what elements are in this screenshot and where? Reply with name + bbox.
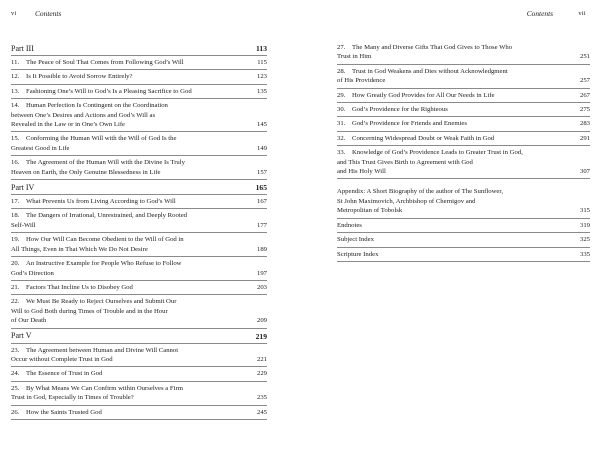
entry-line xyxy=(337,197,568,206)
entry-line xyxy=(337,206,568,215)
chapter-number: 12. xyxy=(11,73,20,81)
entry-title-line: Appendix: A Short Biography of the author of The Sunflower, xyxy=(337,188,504,196)
entry-line xyxy=(337,91,568,100)
entry-title-line: Factors That Incline Us to Disobey God xyxy=(26,283,133,291)
chapter-number: 19. xyxy=(11,236,20,244)
entry-title-line: Subject Index xyxy=(337,236,374,244)
entry-line xyxy=(11,408,245,417)
entry-line xyxy=(11,393,245,402)
chapter-number: 22. xyxy=(11,298,20,306)
entry-title-line: All Things, Even in That Which We Do Not Desire xyxy=(11,245,148,253)
entry-line xyxy=(11,307,245,316)
entry-line xyxy=(11,269,245,278)
toc-chapter-entry[interactable] xyxy=(11,281,267,295)
toc-chapter-entry[interactable] xyxy=(337,89,590,103)
toc-chapter-entry[interactable] xyxy=(11,156,267,180)
chapter-number: 29. xyxy=(337,91,346,99)
page-number: 145 xyxy=(256,121,267,129)
entry-line xyxy=(337,67,568,76)
entry-title-line: Endnotes xyxy=(337,221,362,229)
page-number: 177 xyxy=(256,221,267,229)
toc-chapter-entry[interactable] xyxy=(11,70,267,84)
entry-line xyxy=(11,369,245,378)
chapter-number: 25. xyxy=(11,384,20,392)
toc-chapter-entry[interactable] xyxy=(337,117,590,131)
page-number: 291 xyxy=(579,134,590,142)
entry-line xyxy=(337,235,568,244)
page-number: 135 xyxy=(256,87,267,95)
page-number: 325 xyxy=(579,236,590,244)
entry-title-line: Trust in God, Especially in Times of Trouble? xyxy=(11,394,134,402)
page-number: 275 xyxy=(579,106,590,114)
entry-title-line: Trust in Him xyxy=(337,53,372,61)
entry-line xyxy=(11,384,245,393)
toc-chapter-entry[interactable] xyxy=(11,406,267,420)
toc-chapter-entry[interactable] xyxy=(337,103,590,117)
entry-line xyxy=(337,250,568,259)
entry-line xyxy=(337,221,568,230)
page-number: 167 xyxy=(256,198,267,206)
chapter-number: 15. xyxy=(11,135,20,143)
toc-chapter-entry[interactable] xyxy=(11,56,267,70)
page-number: 123 xyxy=(256,73,267,81)
running-head: Contents xyxy=(526,9,553,18)
chapter-number: 13. xyxy=(11,87,20,95)
entry-line xyxy=(337,105,568,114)
entry-title-line: Greatest Good in Life xyxy=(11,144,70,152)
chapter-number: 30. xyxy=(337,106,346,114)
entry-line xyxy=(11,283,245,292)
page-number: 115 xyxy=(257,59,267,66)
entry-line xyxy=(337,148,568,157)
entry-line xyxy=(11,316,245,325)
entry-line xyxy=(337,52,568,61)
chapter-number: 24. xyxy=(11,370,20,378)
toc-part-heading[interactable] xyxy=(11,180,267,195)
chapter-number: 20. xyxy=(11,260,20,268)
page-number: 319 xyxy=(579,221,590,229)
right-page xyxy=(300,0,600,451)
entry-line xyxy=(337,187,568,196)
entry-title-line: The Essence of Trust in God xyxy=(26,370,103,378)
page-number: 235 xyxy=(256,394,267,402)
entry-line xyxy=(11,101,245,110)
page-number: 267 xyxy=(579,91,590,99)
entry-line xyxy=(11,87,245,96)
entry-line xyxy=(11,259,245,268)
chapter-number: 26. xyxy=(11,408,20,416)
entry-title-line: Is It Possible to Avoid Sorrow Entirely? xyxy=(26,73,133,81)
toc-backmatter-entry[interactable] xyxy=(337,233,590,247)
entry-title-line: How Our Will Can Become Obedient to the Will of God in xyxy=(26,236,184,244)
toc-chapter-entry[interactable] xyxy=(11,233,267,257)
toc-backmatter-entry[interactable] xyxy=(337,185,590,218)
page-number: 251 xyxy=(579,53,590,61)
entry-title-line: The Many and Diverse Gifts That God Gives to Those Who xyxy=(352,44,513,51)
entry-title-line: Conforming the Human Will with the Will of God Is the xyxy=(26,135,177,143)
page-number: 283 xyxy=(579,120,590,128)
page-number: 203 xyxy=(256,283,267,291)
entry-line xyxy=(11,197,245,206)
entry-line xyxy=(11,221,245,230)
toc-chapter-entry[interactable] xyxy=(11,295,267,328)
entry-title-line: God’s Direction xyxy=(11,269,54,277)
page-number: 229 xyxy=(256,370,267,378)
chapter-number: 33. xyxy=(337,149,346,157)
entry-title-line: Self-Will xyxy=(11,221,36,229)
toc-chapter-entry[interactable] xyxy=(11,132,267,156)
chapter-number: 28. xyxy=(337,67,346,75)
toc-chapter-entry[interactable] xyxy=(11,344,267,368)
toc-chapter-entry[interactable] xyxy=(11,85,267,99)
entry-line xyxy=(337,158,568,167)
entry-title-line: Occur without Complete Trust in God xyxy=(11,355,113,363)
entry-line xyxy=(337,134,568,143)
entry-line xyxy=(11,355,245,364)
toc-chapter-entry[interactable] xyxy=(11,257,267,281)
entry-line xyxy=(11,72,245,81)
chapter-number: 16. xyxy=(11,159,20,167)
toc-chapter-entry[interactable] xyxy=(11,367,267,381)
page-number: 315 xyxy=(579,207,590,215)
toc-chapter-entry[interactable] xyxy=(337,132,590,146)
toc-list xyxy=(11,41,267,420)
entry-title-line: Scripture Index xyxy=(337,250,379,258)
page-folio: vi xyxy=(11,10,17,17)
entry-title-line: Trust in God Weakens and Dies without Acknowledgment xyxy=(352,67,508,75)
entry-title-line: We Must Be Ready to Reject Ourselves and Submit Our xyxy=(26,298,177,306)
entry-line xyxy=(337,43,568,52)
entry-line xyxy=(11,235,245,244)
chapter-number: 17. xyxy=(11,198,20,206)
entry-title-line: St John Maximovich, Archbishop of Chernigov and xyxy=(337,197,476,205)
page-number: 209 xyxy=(256,317,267,325)
entry-line xyxy=(11,144,245,153)
chapter-number: 27. xyxy=(337,44,346,51)
page-number: 245 xyxy=(256,408,267,416)
entry-title-line: Concerning Widespread Doubt or Weak Faith in God xyxy=(352,134,495,142)
entry-title-line: God’s Providence for Friends and Enemies xyxy=(352,120,467,128)
entry-title-line: Heaven on Earth, the Only Genuine Blessedness in Life xyxy=(11,168,161,176)
part-title: Part IV xyxy=(11,182,35,192)
entry-title-line: Will to God Both during Times of Trouble and in the Hour xyxy=(11,307,168,315)
toc-chapter-entry[interactable] xyxy=(11,195,267,209)
toc-chapter-entry[interactable] xyxy=(11,382,267,406)
page-number: 165 xyxy=(255,183,267,193)
part-title: Part V xyxy=(11,331,32,341)
toc-chapter-entry[interactable] xyxy=(11,99,267,132)
entry-title-line: How Greatly God Provides for All Our Needs in Life xyxy=(352,91,495,99)
entry-line xyxy=(11,120,245,129)
toc-part-heading[interactable] xyxy=(11,41,267,56)
entry-title-line: Knowledge of God’s Providence Leads to Greater Trust in God, xyxy=(352,149,523,157)
page-number: 113 xyxy=(256,44,267,53)
toc-chapter-entry[interactable] xyxy=(337,65,590,89)
page-number: 157 xyxy=(256,168,267,176)
chapter-number: 14. xyxy=(11,102,20,110)
entry-title-line: between One’s Desires and Actions and God’s Will as xyxy=(11,111,156,119)
entry-line xyxy=(11,134,245,143)
entry-title-line: What Prevents Us from Living According to God’s Will xyxy=(26,198,176,206)
entry-title-line: Human Perfection Is Contingent on the Coordination xyxy=(26,102,168,110)
page-number: 335 xyxy=(579,250,590,258)
page-number: 221 xyxy=(256,355,267,363)
entry-line xyxy=(11,211,245,220)
page-number: 149 xyxy=(256,144,267,152)
chapter-number: 23. xyxy=(11,346,20,354)
entry-line xyxy=(337,76,568,85)
part-title: Part III xyxy=(11,43,34,53)
entry-title-line: of Our Death xyxy=(11,317,47,325)
chapter-number: 32. xyxy=(337,134,346,142)
entry-title-line: Revealed in the Law or in One’s Own Life xyxy=(11,121,126,129)
page-number: 257 xyxy=(579,77,590,85)
chapter-number: 21. xyxy=(11,283,20,291)
entry-line xyxy=(11,245,245,254)
toc-backmatter-entry[interactable] xyxy=(337,248,590,262)
chapter-number: 31. xyxy=(337,120,346,128)
chapter-number: 11. xyxy=(11,59,20,66)
toc-chapter-entry[interactable] xyxy=(11,209,267,233)
entry-title-line: The Agreement between Human and Divine Will Cannot xyxy=(26,346,179,354)
page-number: 189 xyxy=(256,245,267,253)
toc-part-heading[interactable] xyxy=(11,329,267,344)
toc-chapter-entry[interactable] xyxy=(337,146,590,179)
entry-line xyxy=(337,167,568,176)
page-number: 219 xyxy=(255,331,267,341)
page-number: 307 xyxy=(579,168,590,176)
entry-line xyxy=(11,168,245,177)
entry-title-line: Metropolitan of Tobolsk xyxy=(337,207,403,215)
entry-line xyxy=(11,158,245,167)
entry-line xyxy=(11,346,245,355)
toc-chapter-entry[interactable] xyxy=(337,41,590,65)
toc-backmatter-entry[interactable] xyxy=(337,219,590,233)
entry-title-line: How the Saints Trusted God xyxy=(26,408,102,416)
chapter-number: 18. xyxy=(11,212,20,220)
entry-title-line: and This Trust Gives Birth to Agreement with God xyxy=(337,158,473,166)
entry-title-line: The Peace of Soul That Comes from Following God’s Will xyxy=(26,59,184,66)
entry-title-line: God’s Providence for the Righteous xyxy=(352,106,448,114)
page-number: 197 xyxy=(256,269,267,277)
entry-line xyxy=(11,58,245,67)
entry-title-line: Fashioning One’s Will to God’s Is a Pleasing Sacrifice to God xyxy=(26,87,192,95)
entry-title-line: of His Providence xyxy=(337,77,386,85)
entry-title-line: By What Means We Can Confirm within Ourselves a Firm xyxy=(26,384,183,392)
toc-list xyxy=(337,41,590,262)
entry-line xyxy=(11,297,245,306)
entry-line xyxy=(11,111,245,120)
entry-title-line: The Agreement of the Human Will with the Divine Is Truly xyxy=(26,159,185,167)
running-head: Contents xyxy=(35,9,62,18)
entry-title-line: The Dangers of Irrational, Unrestrained, and Deeply Rooted xyxy=(26,212,187,220)
entry-line xyxy=(337,119,568,128)
entry-title-line: An Instructive Example for People Who Refuse to Follow xyxy=(26,260,182,268)
page-folio: vii xyxy=(578,10,586,17)
entry-title-line: and His Holy Will xyxy=(337,168,386,176)
